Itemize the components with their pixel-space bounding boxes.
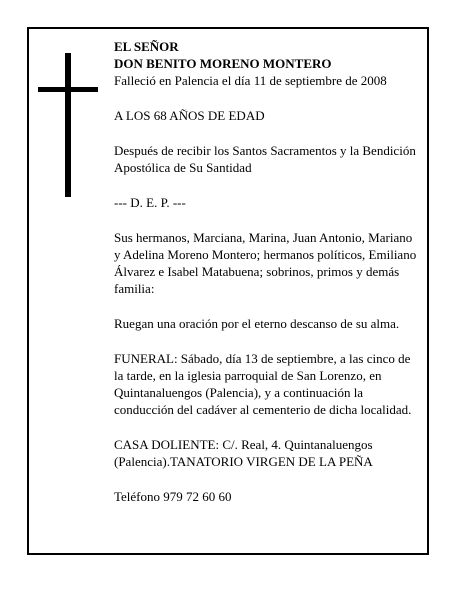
age-line: A LOS 68 AÑOS DE EDAD	[114, 108, 265, 123]
deceased-name: DON BENITO MORENO MONTERO	[114, 56, 332, 71]
death-date-line: Falleció en Palencia el día 11 de septiembre de 2008	[114, 73, 387, 88]
house-paragraph: CASA DOLIENTE: C/. Real, 4. Quintanaluengos (Palencia).TANATORIO VIRGEN DE LA PEÑA	[114, 437, 373, 469]
sacraments-paragraph: Después de recibir los Santos Sacramentos y la Bendición Apostólica de Su Santidad	[114, 143, 416, 175]
prayer-paragraph: Ruegan una oración por el eterno descanso de su alma.	[114, 316, 400, 331]
funeral-paragraph: FUNERAL: Sábado, día 13 de septiembre, a las cinco de la tarde, en la iglesia parroquial de San Lorenzo, en Quintanaluengos (Palencia), y a continuación la conducción del cadáver al cementerio de dicha localidad.	[114, 351, 412, 417]
cross-icon	[38, 53, 98, 197]
honorific-title: EL SEÑOR	[114, 39, 179, 54]
family-paragraph: Sus hermanos, Marciana, Marina, Juan Antonio, Mariano y Adelina Moreno Montero; hermanos políticos, Emiliano Álvarez e Isabel Matabuena; sobrinos, primos y demás familia:	[114, 230, 417, 296]
cross-horizontal-bar	[38, 87, 98, 92]
obituary-text	[114, 38, 420, 505]
rip-line: --- D. E. P. ---	[114, 195, 186, 210]
phone-line: Teléfono 979 72 60 60	[114, 489, 232, 504]
cross-vertical-bar	[65, 53, 71, 197]
